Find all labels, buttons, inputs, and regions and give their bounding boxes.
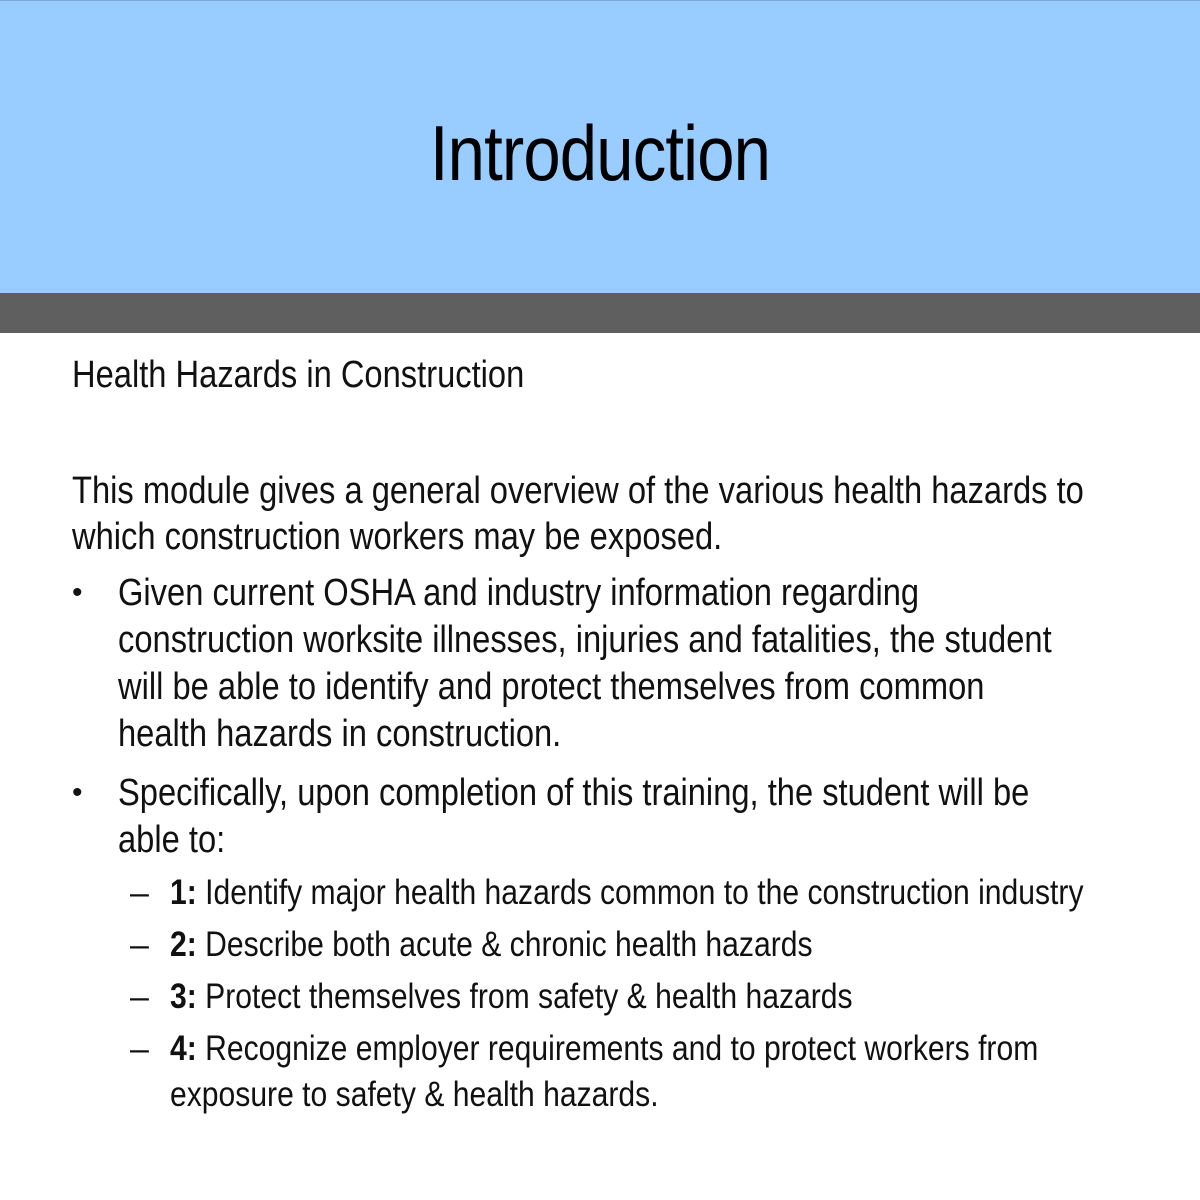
sub-list	[118, 870, 1182, 1118]
bullet-list	[72, 570, 1182, 1118]
sub-label: Identify major health hazards common to the construction industry	[205, 873, 1084, 912]
sub-text	[170, 1026, 1182, 1118]
bullet-line: Specifically, upon completion of this training, the student will be	[118, 772, 1030, 814]
divider-bar	[0, 293, 1200, 333]
dash-icon: –	[130, 978, 149, 1016]
bullet-item	[72, 770, 1182, 1118]
sub-item	[118, 1026, 1182, 1118]
sub-line: exposure to safety & health hazards.	[170, 1075, 659, 1114]
sub-item	[118, 974, 1182, 1020]
sub-line	[170, 1026, 1040, 1072]
sub-label: Recognize employer requirements and to protect workers from	[205, 1029, 1039, 1068]
bullet-line: able to:	[118, 819, 226, 861]
title-band	[0, 0, 1200, 293]
sub-line	[170, 974, 1040, 1020]
sub-number: 1:	[170, 873, 197, 912]
bullet-icon: •	[72, 776, 83, 809]
dash-icon: –	[130, 926, 149, 964]
dash-icon: –	[130, 1030, 149, 1068]
slide-title: Introduction	[429, 109, 771, 197]
slide-subtitle: Health Hazards in Construction	[72, 354, 525, 396]
intro-line: This module gives a general overview of the various health hazards to	[72, 470, 1084, 512]
sub-line	[170, 922, 1040, 968]
sub-line	[170, 870, 1084, 916]
intro-line: which construction workers may be exposed.	[72, 516, 723, 558]
sub-number: 2:	[170, 925, 197, 964]
bullet-text	[118, 770, 1182, 864]
sub-number: 3:	[170, 977, 197, 1016]
slide-body	[72, 350, 1182, 1130]
sub-number: 4:	[170, 1029, 197, 1068]
sub-item	[118, 870, 1182, 916]
bullet-text	[118, 570, 1182, 758]
intro-paragraph	[72, 468, 1182, 560]
bullet-line: health hazards in construction.	[118, 713, 562, 755]
bullet-line: will be able to identify and protect themselves from common	[118, 666, 985, 708]
bullet-item	[72, 570, 1182, 758]
sub-text	[170, 922, 1182, 968]
sub-label: Describe both acute & chronic health hazards	[205, 925, 813, 964]
bullet-line: construction worksite illnesses, injuries and fatalities, the student	[118, 619, 1052, 661]
sub-item	[118, 922, 1182, 968]
bullet-icon: •	[72, 576, 83, 609]
dash-icon: –	[130, 874, 149, 912]
sub-text	[170, 870, 1182, 916]
sub-text	[170, 974, 1182, 1020]
sub-label: Protect themselves from safety & health hazards	[205, 977, 853, 1016]
bullet-line: Given current OSHA and industry information regarding	[118, 572, 920, 614]
